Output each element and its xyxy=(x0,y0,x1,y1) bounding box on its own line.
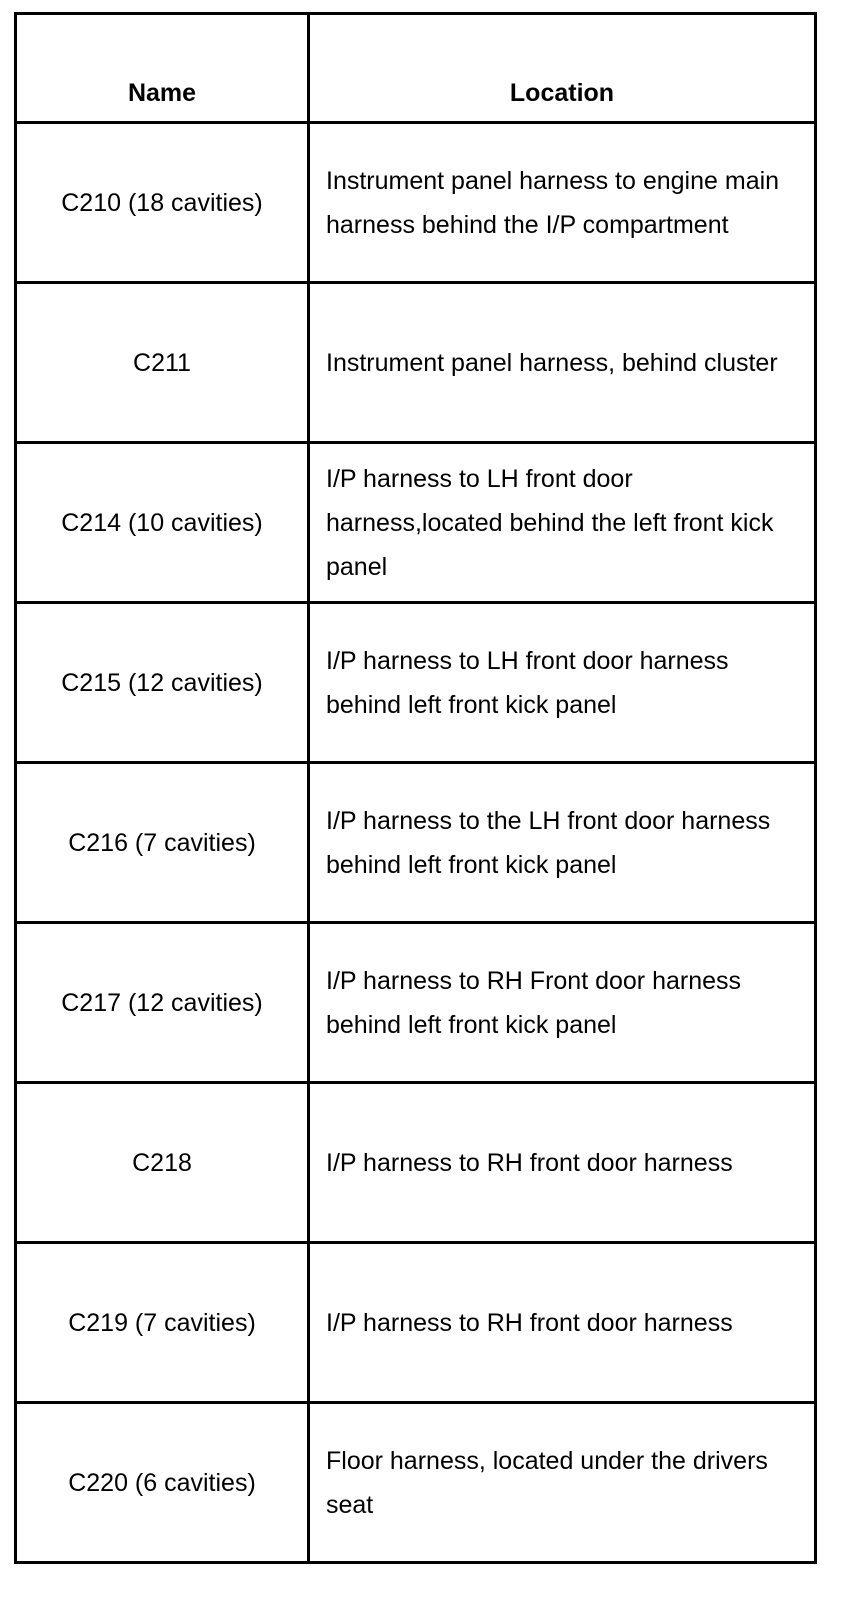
table-row xyxy=(16,283,816,443)
header-row xyxy=(16,14,816,123)
table-row xyxy=(16,923,816,1083)
table-row xyxy=(16,763,816,923)
table-row xyxy=(16,123,816,283)
connector-location-cell: Instrument panel harness, behind cluster xyxy=(309,283,816,443)
connector-name-cell: C210 (18 cavities) xyxy=(16,123,309,283)
connector-location-cell: I/P harness to LH front door harness behind left front kick panel xyxy=(309,603,816,763)
connector-name-cell: C211 xyxy=(16,283,309,443)
location-column-header: Location xyxy=(309,14,816,123)
table-row xyxy=(16,1083,816,1243)
connector-name-cell: C216 (7 cavities) xyxy=(16,763,309,923)
connector-location-cell: I/P harness to RH Front door harness behind left front kick panel xyxy=(309,923,816,1083)
connector-name-cell: C214 (10 cavities) xyxy=(16,443,309,603)
connector-location-cell: Instrument panel harness to engine main harness behind the I/P compartment xyxy=(309,123,816,283)
table-row xyxy=(16,1403,816,1563)
connector-location-cell: I/P harness to RH front door harness xyxy=(309,1243,816,1403)
table-row xyxy=(16,443,816,603)
connector-location-cell: I/P harness to RH front door harness xyxy=(309,1083,816,1243)
connector-name-cell: C215 (12 cavities) xyxy=(16,603,309,763)
connector-location-cell: Floor harness, located under the drivers seat xyxy=(309,1403,816,1563)
connector-name-cell: C220 (6 cavities) xyxy=(16,1403,309,1563)
name-column-header: Name xyxy=(16,14,309,123)
table-row xyxy=(16,603,816,763)
table-row xyxy=(16,1243,816,1403)
connector-name-cell: C219 (7 cavities) xyxy=(16,1243,309,1403)
connector-location-cell: I/P harness to the LH front door harness behind left front kick panel xyxy=(309,763,816,923)
connector-name-cell: C217 (12 cavities) xyxy=(16,923,309,1083)
connector-location-table xyxy=(14,12,817,1564)
connector-location-cell: I/P harness to LH front door harness,located behind the left front kick panel xyxy=(309,443,816,603)
connector-name-cell: C218 xyxy=(16,1083,309,1243)
